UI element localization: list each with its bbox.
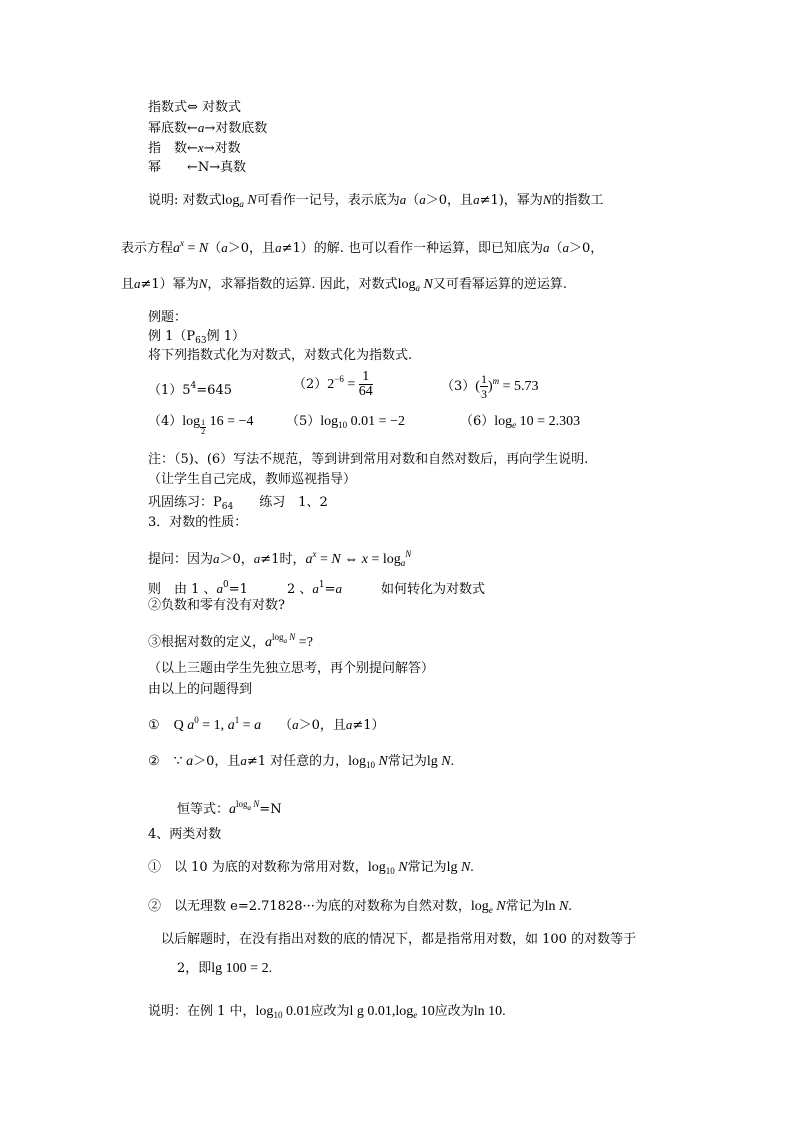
final-note: 说明：在例 1 中，$\log_{10} 0.01$应改为l g $0.01,\log_e$ 10应改为ln 10.: [148, 1004, 506, 1020]
note-line-3: 且a≠1）幂为N，求幂指数的运算. 因此，对数式$\log_a N$又可看幂运算的逆运算.: [121, 276, 567, 293]
convention-line-2: 2，即lg 100 = 2.: [177, 961, 273, 976]
note-line-2: 表示方程$a^x = N(a>0$，且a≠1）的解. 也可以看作一种运算，即已知底为a（a＞0，: [121, 238, 604, 256]
common-log-line: ① 以 10 为底的对数称为常用对数，$\log_{10} N$常记为lg N.: [148, 860, 474, 876]
convention-line-1: 以后解题时，在没有指出对数的底的情况下，都是指常用对数，如 100 的对数等于: [161, 932, 637, 947]
section-4-title: 4、两类对数: [148, 827, 222, 842]
negative-question: ②负数和零有没有对数?: [148, 598, 285, 613]
natural-log-line: ② 以无理数 e=2.71828···为底的对数称为自然对数，$\log_e N$常记为ln N.: [148, 899, 572, 915]
line-exp-log: 指数式⇔ 对数式: [148, 100, 242, 115]
examples-heading: 例题：: [148, 310, 188, 325]
example-item-3: （3）( $\frac{1}{3}$ )$^m$ = 5.73: [441, 372, 539, 401]
example-item-6: $(6)\log_e$ 10 = 2.303: [460, 414, 581, 430]
zero-one-line: 则 由 1 、$a^0=1$ 2 、$a^1=a$ 如何转化为对数式: [148, 580, 486, 597]
example-task: 将下列指数式化为对数式，对数式化为指数式.: [148, 348, 413, 363]
note-line-1: 说明: 对数式$\log_a N$可看作一记号，表示底为a（a＞0，且a≠1)，幂为N的指数工: [148, 192, 604, 209]
practice-line: 巩固练习：$P_{64}$ 练习 1、2: [148, 495, 328, 512]
remark-line-1: 注：（5)、(6）写法不规范，等到讲到常用对数和自然对数后，再向学生说明.: [148, 452, 589, 467]
identity-line: 恒等式：$a^{log_a N}=N$: [177, 799, 282, 817]
think-note: （以上三题由学生先独立思考，再个别提问解答）: [148, 661, 435, 676]
example-item-1: $(1)5^4=645$: [148, 381, 232, 398]
from-above: 由以上的问题得到: [148, 682, 253, 697]
example-item-2: $(2)2^{-6}$ = $\frac{1}{64}$: [293, 369, 373, 399]
example-1-ref: 例 $1(P_{63}$例 1）: [148, 329, 246, 346]
remark-line-2: （让学生自己完成，教师巡视指导）: [148, 472, 357, 487]
line-power: 幂 ←N→真数: [148, 160, 247, 175]
example-item-5: $(5)\log_{10}$ 0.01 = −2: [286, 414, 405, 430]
section-3-title: 3．对数的性质：: [148, 515, 248, 530]
conclusion-2: ② ∵ a＞0，且a≠1 对任意的力，$\log_{10} N$常记为lg N.: [148, 753, 455, 770]
example-item-4: （4）log $_{\frac{1}{2}}$ 16 = −4: [148, 414, 254, 436]
line-base: 幂底数←a→对数底数: [148, 120, 268, 136]
definition-question: ③根据对数的定义，$a^{log_a N}$ =?: [148, 632, 313, 650]
line-exponent: 指 数←x→对数: [148, 140, 241, 156]
question-line: 提问：因为a＞0，a≠1时，$a^x = N$ ⇔ $x = \log_a^N$: [148, 549, 412, 568]
conclusion-1: ① Q $a^0 = 1$, $a^1 = a$ （a＞0，且a≠1）: [148, 715, 385, 733]
